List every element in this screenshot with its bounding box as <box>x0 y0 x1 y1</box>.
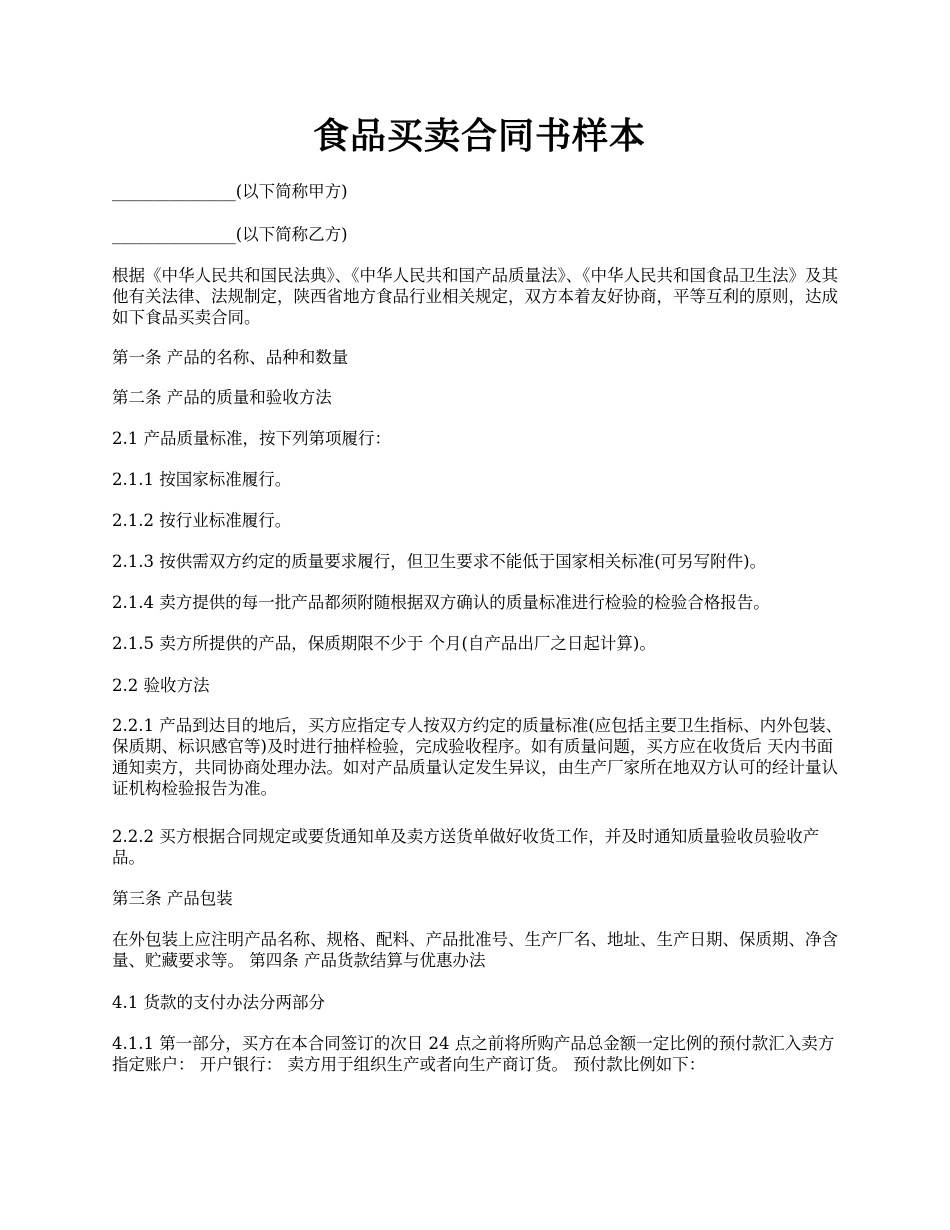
clause-2-1-2: 2.1.2 按行业标准履行。 <box>112 511 292 530</box>
clause-2-1: 2.1 产品质量标准，按下列第项履行： <box>112 429 391 448</box>
party-a-line: _______________(以下简称甲方) <box>112 182 348 201</box>
article-3-heading: 第三条 产品包装 <box>112 889 233 908</box>
clause-2-1-1: 2.1.1 按国家标准履行。 <box>112 470 292 489</box>
clause-2-1-4: 2.1.4 卖方提供的每一批产品都须附随根据双方确认的质量标准进行检验的检验合格报告。 <box>112 593 770 612</box>
clause-2-2-2: 2.2.2 买方根据合同规定或要货通知单及卖方送货单做好收货工作，并及时通知质量验收员验收产品。 <box>112 827 820 867</box>
party-b-line: _______________(以下简称乙方) <box>112 225 348 244</box>
clause-2-1-3: 2.1.3 按供需双方约定的质量要求履行，但卫生要求不能低于国家相关标准(可另写附件)。 <box>112 552 767 571</box>
preamble-paragraph: 根据《中华人民共和国民法典》、《中华人民共和国产品质量法》、《中华人民共和国食品卫生法》及其他有关法律、法规制定，陕西省地方食品行业相关规定，双方本着友好协商，平等互利的原则，达成如下食品买卖合同。 <box>112 266 838 327</box>
article-1-heading: 第一条 产品的名称、品种和数量 <box>112 348 349 367</box>
clause-2-1-5: 2.1.5 卖方所提供的产品，保质期限不少于 个月(自产品出厂之日起计算)。 <box>112 634 656 653</box>
packaging-paragraph: 在外包装上应注明产品名称、规格、配料、产品批准号、生产厂名、地址、生产日期、保质期、净含量、贮藏要求等。 第四条 产品货款结算与优惠办法 <box>112 930 838 970</box>
article-2-heading: 第二条 产品的质量和验收方法 <box>112 388 332 407</box>
clause-2-2: 2.2 验收方法 <box>112 676 210 695</box>
clause-4-1-1: 4.1.1 第一部分，买方在本合同签订的次日 24 点之前将所购产品总金额一定比例的预付款汇入卖方指定账户： 开户银行： 卖方用于组织生产或者向生产商订货。 预付款比例如下： <box>112 1034 835 1074</box>
clause-4-1: 4.1 货款的支付办法分两部分 <box>112 993 325 1012</box>
document-title: 食品买卖合同书样本 <box>312 115 646 157</box>
clause-2-2-1: 2.2.1 产品到达目的地后，买方应指定专人按双方约定的质量标准(应包括主要卫生指标、内外包装、保质期、标识感官等)及时进行抽样检验，完成验收程序。如有质量问题，买方应在收货后 天内书面通知卖方，共同协商处理办法。如对产品质量认定发生异议，由生产厂家所在地双方认可的经计量认证机构检验报告为准。 <box>112 716 843 798</box>
